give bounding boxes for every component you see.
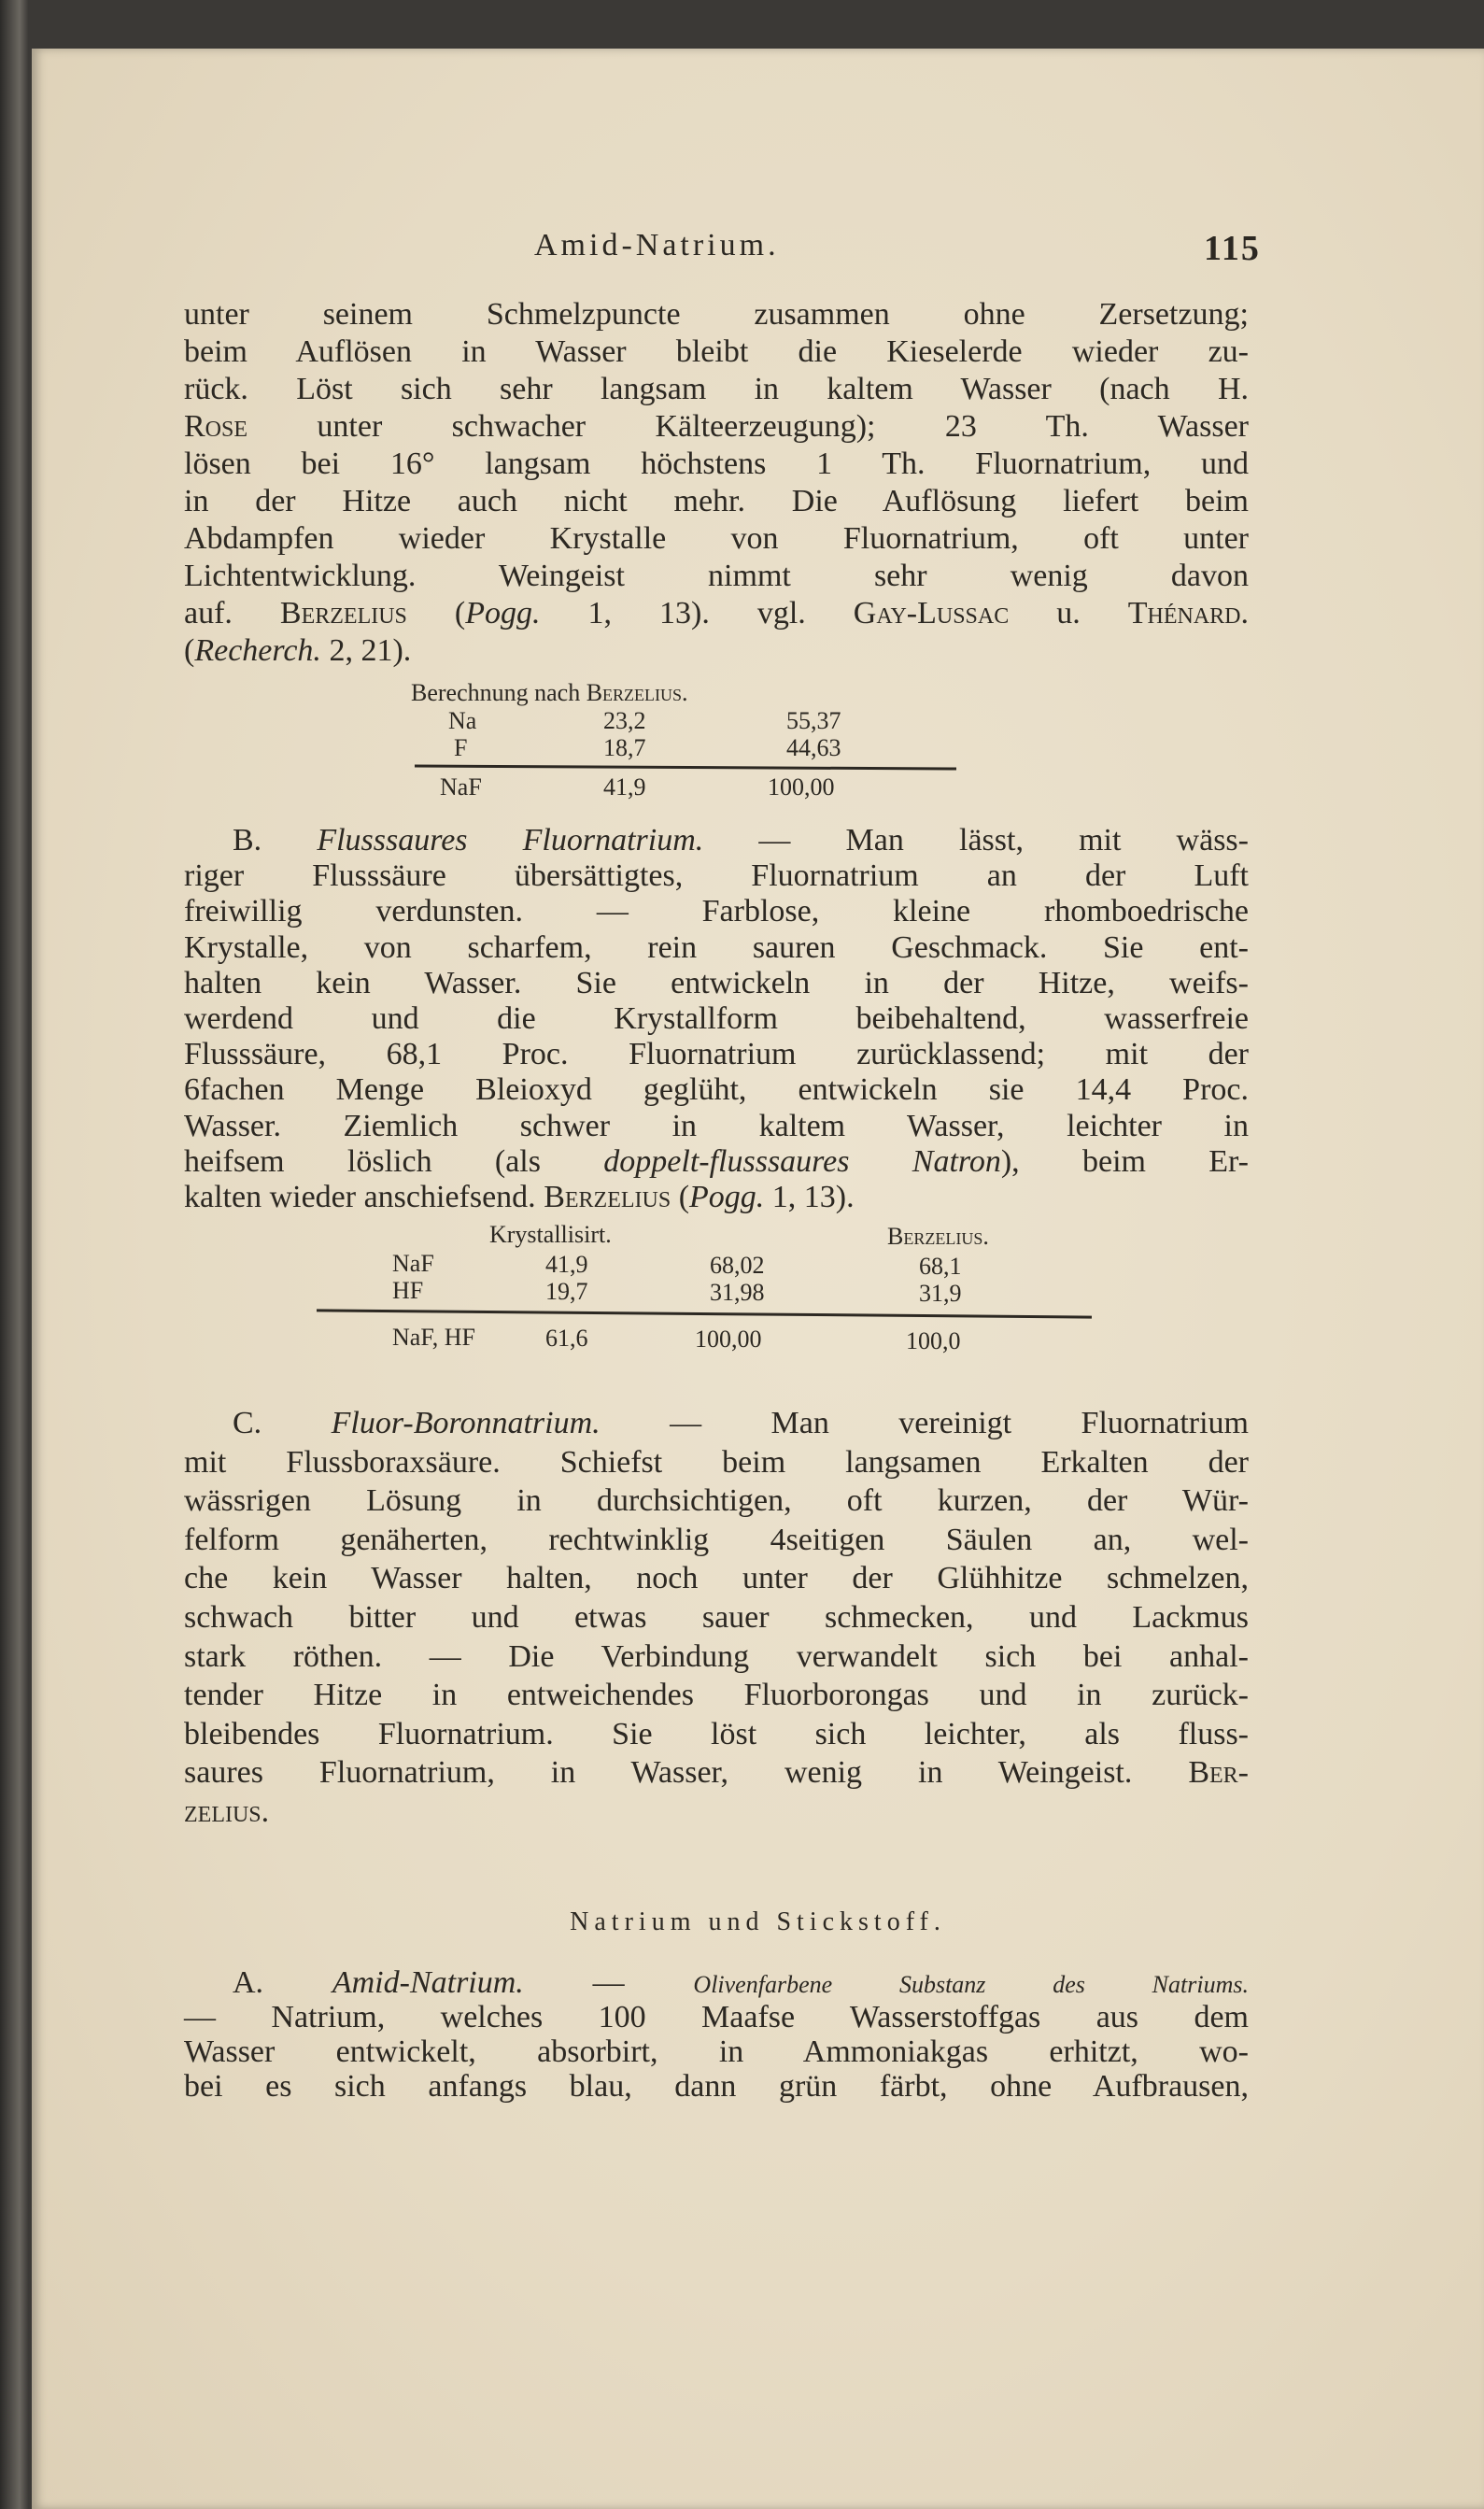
text-line [184, 2000, 1249, 2034]
running-title: Amid-Natrium. [534, 228, 780, 262]
author-name: Berzelius [544, 1179, 671, 1214]
page-number: 115 [1204, 229, 1261, 268]
table1-sum-rule [415, 764, 956, 770]
text-run: C. [233, 1406, 332, 1440]
text-run: — Man vereinigt Fluornatrium [600, 1406, 1249, 1440]
text-run: mit Flussboraxsäure. Schiefst beim langsamen Erkalten der [184, 1444, 1249, 1480]
text-run: in der Hitze auch nicht mehr. Die Auflösung liefert beim [184, 484, 1249, 518]
text-run: felform genäherten, rechtwinklig 4seitigen Säulen an, wel- [184, 1522, 1249, 1557]
table2-cell: NaF [392, 1250, 434, 1277]
text-run: — Natrium, welches 100 Maafse Wasserstoffgas aus dem [184, 2000, 1249, 2034]
italic-text: Pogg. [689, 1179, 765, 1214]
text-line [184, 1001, 1249, 1037]
paragraph-sodium-fluoride [184, 296, 1249, 670]
text-run: unter schwacher Kälteerzeugung); 23 Th. Wasser [247, 409, 1249, 444]
adjacent-page-edge [0, 0, 28, 2509]
italic-text: Olivenfarbene Substanz des Natriums. [693, 1971, 1249, 1998]
running-head [32, 228, 1484, 269]
text-line [184, 2034, 1249, 2069]
text-line [184, 1481, 1249, 1521]
text-line [184, 1072, 1249, 1108]
table2-total-cell: 61,6 [545, 1325, 588, 1352]
italic-text: Recherch. [194, 633, 321, 668]
text-run: ( [184, 633, 195, 668]
text-run: lösen bei 16° langsam höchstens 1 Th. Fluornatrium, und [184, 447, 1249, 481]
text-line [184, 1144, 1249, 1180]
text-run: B. [233, 823, 318, 858]
table1-caption [411, 680, 688, 706]
text-run: kalten wieder anschiefsend. [184, 1179, 544, 1214]
text-line [184, 520, 1249, 558]
text-run: bei es sich anfangs blau, dann grün färbt, ohne Aufbrausen, [184, 2069, 1249, 2104]
paragraph-amid-natrium [184, 1965, 1249, 2104]
text-run: ), beim Er- [1000, 1143, 1249, 1179]
table1-total-cell: 100,00 [768, 773, 835, 801]
text-run: 6fachen Menge Bleioxyd geglüht, entwickeln sie 14,4 Proc. [184, 1072, 1249, 1108]
text-run: 2, 21). [320, 633, 412, 668]
italic-text: Pogg. [465, 596, 541, 631]
paragraph-flusssaures-fluornatrium [184, 823, 1249, 1215]
text-line [184, 483, 1249, 520]
table2-header-author: Berzelius. [887, 1223, 989, 1250]
author-name: Rose [184, 409, 248, 444]
book-page [32, 49, 1484, 2509]
text-line [184, 1521, 1249, 1560]
text-line [184, 595, 1249, 632]
section-heading: Natrium und Stickstoff. [570, 1907, 946, 1936]
text-run: Lichtentwicklung. Weingeist nimmt sehr wenig davon [184, 559, 1249, 593]
text-line [184, 371, 1249, 408]
text-run: stark röthen. — Die Verbindung verwandelt sich bei anhal- [184, 1638, 1249, 1674]
text-line [184, 966, 1249, 1001]
text-run: tender Hitze in entweichendes Fluorborongas und in zurück- [184, 1678, 1249, 1713]
text-line [184, 1676, 1249, 1715]
table2-cell: 68,02 [710, 1252, 765, 1279]
text-line [184, 1637, 1249, 1677]
text-line [184, 1180, 1249, 1215]
text-run: saures Fluornatrium, in Wasser, wenig in Weingeist. [184, 1755, 1189, 1791]
table2-cell: 31,9 [919, 1280, 962, 1307]
text-line [184, 1753, 1249, 1793]
text-line [184, 1109, 1249, 1144]
table2-cell: 41,9 [545, 1251, 588, 1278]
table1-cell: Na [448, 707, 477, 734]
author-name: Ber- [1188, 1755, 1249, 1791]
text-line [184, 1598, 1249, 1637]
text-line [184, 1404, 1249, 1443]
text-run: schwach bitter und etwas sauer schmecken, und Lackmus [184, 1599, 1249, 1635]
table2-cell: 68,1 [919, 1253, 962, 1280]
text-line [184, 2069, 1249, 2104]
text-line [184, 333, 1249, 371]
text-line [184, 894, 1249, 929]
text-run: che kein Wasser halten, noch unter der Glühhitze schmelzen, [184, 1561, 1249, 1596]
text-run: beim Auflösen in Wasser bleibt die Kieselerde wieder zu- [184, 334, 1249, 369]
table2-sum-rule [317, 1309, 1092, 1318]
text-line [184, 1443, 1249, 1482]
author-name: Thénard. [1127, 596, 1249, 631]
text-run: freiwillig verdunsten. — Farblose, kleine rhomboedrische [184, 894, 1249, 929]
text-line [184, 823, 1249, 858]
table2-cell: 31,98 [710, 1279, 765, 1306]
text-line [184, 632, 1249, 670]
italic-text: Fluor-Boronnatrium. [331, 1406, 601, 1440]
text-run: ( [406, 596, 466, 631]
italic-text: doppelt-flusssaures Natron [603, 1143, 1001, 1179]
table2-header-calc: Krystallisirt. [489, 1221, 612, 1248]
table2-total-cell: 100,00 [695, 1325, 762, 1353]
author-name: Berzelius [279, 596, 407, 631]
text-run: auf. [184, 596, 280, 631]
text-run: Flusssäure, 68,1 Proc. Fluornatrium zurücklassend; mit der [184, 1037, 1249, 1072]
italic-text: Flusssaures Fluornatrium. [317, 823, 704, 858]
author-name: Gay-Lussac [853, 596, 1010, 631]
table2-total-cell: 100,0 [906, 1327, 961, 1354]
table2-cell: HF [392, 1277, 424, 1304]
table1-cell: F [454, 734, 468, 761]
table1-caption-text: Berechnung nach [411, 679, 581, 706]
table2-cell: 19,7 [545, 1278, 588, 1305]
text-line [184, 1037, 1249, 1072]
text-run: — Man lässt, mit wäss- [703, 823, 1249, 858]
text-run: wässrigen Lösung in durchsichtigen, oft kurzen, der Wür- [184, 1483, 1249, 1519]
text-line [184, 1715, 1249, 1754]
text-run: werdend und die Krystallform beibehaltend, wasserfreie [184, 1000, 1249, 1036]
table1-cell: 55,37 [786, 707, 841, 734]
text-line [184, 1559, 1249, 1598]
table1-cell: 44,63 [786, 734, 841, 761]
text-run: riger Flusssäure übersättigtes, Fluornatrium an der Luft [184, 858, 1249, 894]
table1-total-cell: 41,9 [603, 773, 646, 801]
text-run: bleibendes Fluornatrium. Sie löst sich leichter, als fluss- [184, 1716, 1249, 1751]
italic-text: Amid-Natrium. [332, 1965, 524, 2000]
text-run: ( [671, 1179, 690, 1214]
table1-cell: 23,2 [603, 707, 646, 734]
text-line [184, 296, 1249, 333]
text-line [184, 930, 1249, 966]
text-run: Abdampfen wieder Krystalle von Fluornatrium, oft unter [184, 521, 1249, 556]
text-line [184, 408, 1249, 446]
text-run: rück. Löst sich sehr langsam in kaltem Wasser (nach H. [184, 372, 1249, 406]
text-line [184, 558, 1249, 595]
table1-total-cell: NaF [440, 773, 482, 801]
paragraph-fluor-boronnatrium [184, 1404, 1249, 1832]
text-line [184, 1965, 1249, 2000]
text-run: 1, 13). [764, 1179, 855, 1214]
text-line [184, 858, 1249, 894]
text-line [184, 1793, 1249, 1832]
text-run: u. [1009, 596, 1128, 631]
text-run: heifsem löslich (als [184, 1143, 604, 1179]
text-run: — [523, 1965, 694, 2000]
table2-total-cell: NaF, HF [392, 1324, 475, 1351]
text-run: Wasser. Ziemlich schwer in kaltem Wasser, leichter in [184, 1108, 1249, 1143]
author-name: zelius. [184, 1793, 270, 1829]
text-line [184, 446, 1249, 483]
text-run: Krystalle, von scharfem, rein sauren Geschmack. Sie ent- [184, 929, 1249, 965]
text-run: A. [233, 1965, 332, 2000]
table1-cell: 18,7 [603, 734, 646, 761]
text-run: Wasser entwickelt, absorbirt, in Ammoniakgas erhitzt, wo- [184, 2034, 1249, 2069]
text-run: halten kein Wasser. Sie entwickeln in der Hitze, weifs- [184, 965, 1249, 1000]
table1-caption-author: Berzelius. [586, 679, 688, 706]
text-run: unter seinem Schmelzpuncte zusammen ohne Zersetzung; [184, 297, 1249, 332]
text-run: 1, 13). vgl. [540, 596, 854, 631]
